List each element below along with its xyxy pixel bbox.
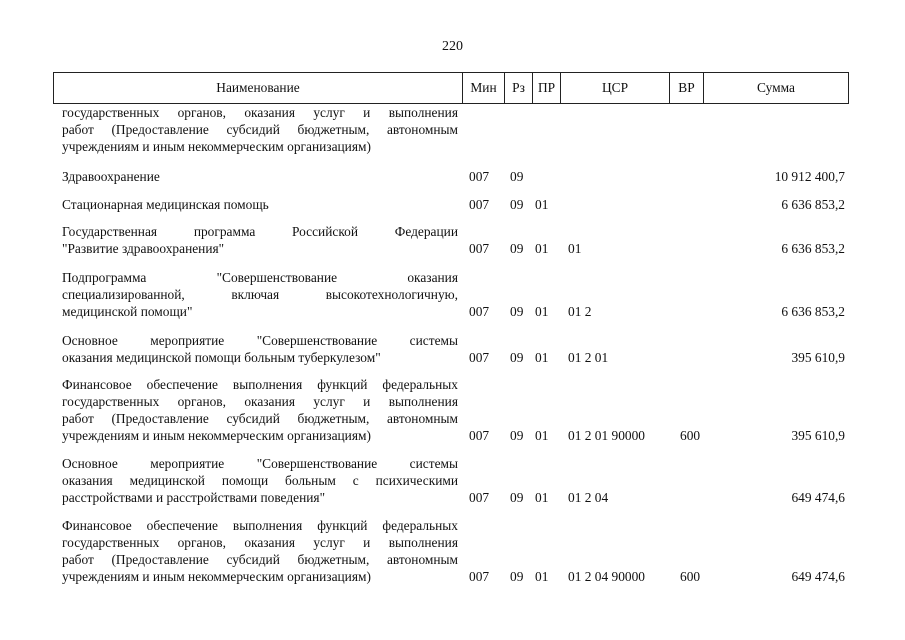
table-header [53, 72, 849, 104]
cell-min: 007 [469, 241, 490, 256]
cell-rz: 09 [510, 241, 524, 256]
row-name-line: специализированной, включая высокотехнологичную, [62, 287, 458, 302]
cell-pr: 01 [535, 490, 549, 505]
cell-rz: 09 [510, 169, 524, 184]
row-name-line: учреждениям и иным некоммерческим организациям) [62, 139, 371, 154]
row-name-line: Стационарная медицинская помощь [62, 197, 269, 212]
cell-min: 007 [469, 350, 490, 365]
row-name-line: медицинской помощи" [62, 304, 193, 319]
row-name-line: государственных органов, оказания услуг и выполнения [62, 535, 458, 550]
cell-pr: 01 [535, 569, 549, 584]
row-name [62, 104, 458, 155]
header-vr: ВР [670, 73, 704, 103]
cell-pr: 01 [535, 350, 549, 365]
cell-csr: 01 2 [568, 304, 592, 319]
cell-pr: 01 [535, 197, 549, 212]
cell-sum: 649 474,6 [791, 490, 845, 505]
cell-csr: 01 [568, 241, 582, 256]
row-name-line: оказания медицинской помощи больным с психическими [62, 473, 458, 488]
header-pr: ПР [533, 73, 561, 103]
cell-rz: 09 [510, 350, 524, 365]
row-name [62, 196, 458, 213]
cell-sum: 395 610,9 [791, 428, 845, 443]
cell-min: 007 [469, 304, 490, 319]
row-name-line: Подпрограмма "Совершенствование оказания [62, 270, 458, 285]
cell-sum: 6 636 853,2 [781, 197, 845, 212]
row-name-line: учреждениям и иным некоммерческим организациям) [62, 428, 371, 443]
cell-sum: 10 912 400,7 [774, 169, 845, 184]
row-name-line: работ (Предоставление субсидий бюджетным, автономным [62, 552, 458, 567]
row-name [62, 332, 458, 366]
page-number: 220 [442, 39, 463, 54]
row-name-line: Финансовое обеспечение выполнения функций федеральных [62, 518, 458, 533]
cell-min: 007 [469, 197, 490, 212]
cell-pr: 01 [535, 428, 549, 443]
cell-rz: 09 [510, 304, 524, 319]
cell-sum: 395 610,9 [791, 350, 845, 365]
cell-rz: 09 [510, 197, 524, 212]
row-name-line: оказания медицинской помощи больным туберкулезом" [62, 350, 381, 365]
row-name [62, 455, 458, 506]
header-name: Наименование [54, 73, 463, 103]
row-name-line: Основное мероприятие "Совершенствование системы [62, 456, 458, 471]
row-name [62, 517, 458, 585]
cell-sum: 6 636 853,2 [781, 241, 845, 256]
cell-sum: 6 636 853,2 [781, 304, 845, 319]
cell-vr: 600 [680, 428, 701, 443]
row-name-line: расстройствами и расстройствами поведения" [62, 490, 326, 505]
header-csr: ЦСР [561, 73, 670, 103]
cell-csr: 01 2 04 90000 [568, 569, 645, 584]
cell-pr: 01 [535, 304, 549, 319]
row-name-line: Государственная программа Российской Федерации [62, 224, 458, 239]
row-name [62, 168, 458, 185]
row-name-line: государственных органов, оказания услуг и выполнения [62, 394, 458, 409]
header-sum: Сумма [757, 80, 795, 95]
header-min: Мин [463, 73, 505, 103]
row-name [62, 269, 458, 320]
cell-pr: 01 [535, 241, 549, 256]
row-name-line: государственных органов, оказания услуг и выполнения [62, 105, 458, 120]
cell-min: 007 [469, 428, 490, 443]
row-name-line: работ (Предоставление субсидий бюджетным, автономным [62, 411, 458, 426]
cell-rz: 09 [510, 569, 524, 584]
row-name-line: "Развитие здравоохранения" [62, 241, 225, 256]
row-name [62, 223, 458, 257]
header-rz: Рз [505, 73, 533, 103]
row-name-line: Финансовое обеспечение выполнения функций федеральных [62, 377, 458, 392]
cell-csr: 01 2 01 90000 [568, 428, 645, 443]
cell-min: 007 [469, 169, 490, 184]
cell-rz: 09 [510, 490, 524, 505]
cell-csr: 01 2 01 [568, 350, 609, 365]
row-name-line: работ (Предоставление субсидий бюджетным, автономным [62, 122, 458, 137]
cell-rz: 09 [510, 428, 524, 443]
cell-min: 007 [469, 490, 490, 505]
cell-csr: 01 2 04 [568, 490, 609, 505]
row-name [62, 376, 458, 444]
cell-min: 007 [469, 569, 490, 584]
cell-vr: 600 [680, 569, 701, 584]
cell-sum: 649 474,6 [791, 569, 845, 584]
row-name-line: Основное мероприятие "Совершенствование системы [62, 333, 458, 348]
row-name-line: Здравоохранение [62, 169, 160, 184]
row-name-line: учреждениям и иным некоммерческим организациям) [62, 569, 371, 584]
